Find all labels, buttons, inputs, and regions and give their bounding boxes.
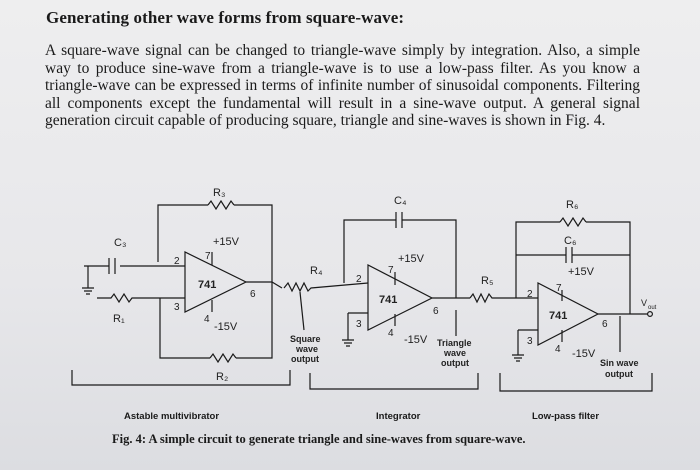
supply-pos-2: +15V (398, 253, 424, 265)
section-heading: Generating other wave forms from square-wave: (46, 8, 405, 27)
pin-4-2: 4 (388, 328, 394, 339)
pin-7-1: 7 (205, 251, 211, 262)
supply-neg-3: -15V (572, 348, 596, 360)
pin-7-2: 7 (388, 265, 394, 276)
pin-2-2: 2 (356, 274, 362, 285)
resistor-r3 (208, 201, 234, 209)
capacitor-c3 (109, 258, 115, 274)
label-r1: R₁ (113, 313, 125, 325)
square-label-3: output (291, 354, 319, 364)
pin-7-3: 7 (556, 283, 562, 294)
pin-6-3: 6 (602, 319, 608, 330)
opamp-label-2: 741 (379, 294, 398, 306)
pin-2-3: 2 (527, 289, 533, 300)
vout-terminal (648, 312, 653, 317)
opamp-3 (538, 283, 598, 345)
sin-label-1: Sin wave (600, 358, 639, 368)
body-paragraph: A square-wave signal can be changed to triangle-wave simply by integration. Also, a simple way to produce sine-wave from a triangle-wave is to use a low-pass filter. As you know a triangle-wave can be expressed in terms of infinite number of sinusoidal components. Filtering all components except the fundamental will result in a sine-wave output. A general signal generation circuit capable of producing square, triangle and sine-waves is shown in Fig. 4. (45, 42, 640, 130)
pin-3-2: 3 (356, 319, 362, 330)
opamp-label-3: 741 (549, 310, 568, 322)
pin-6-2: 6 (433, 306, 439, 317)
triangle-label-1: Triangle (437, 338, 472, 348)
supply-pos-1: +15V (213, 236, 239, 248)
ground-2 (342, 313, 354, 346)
pin-3-1: 3 (174, 302, 180, 313)
capacitor-c6 (566, 247, 572, 263)
supply-pos-3: +15V (568, 266, 594, 278)
triangle-label-3: output (441, 358, 469, 368)
pin-3-3: 3 (527, 336, 533, 347)
label-r5: R₅ (481, 275, 494, 287)
vout-label: V (641, 298, 648, 308)
section-label-integrator: Integrator (376, 411, 421, 422)
resistor-r1 (97, 294, 185, 302)
label-c3: C₃ (114, 237, 127, 249)
section-label-lowpass: Low-pass filter (532, 411, 600, 422)
pin-4-1: 4 (204, 314, 210, 325)
pin-2-1: 2 (174, 256, 180, 267)
ground-left (82, 266, 94, 294)
svg-text:out: out (648, 305, 657, 311)
bracket-integrator (310, 373, 478, 389)
triangle-label-2: wave (444, 348, 467, 358)
opamp-label-1: 741 (198, 279, 217, 291)
square-label-1: Square (290, 334, 321, 344)
label-c4: C₄ (394, 195, 407, 207)
resistor-r2 (210, 354, 236, 362)
label-r4: R₄ (310, 265, 323, 277)
supply-neg-2: -15V (404, 334, 428, 346)
supply-neg-1: -15V (214, 321, 238, 333)
pin-4-3: 4 (555, 344, 561, 355)
pin-6-1: 6 (250, 289, 256, 300)
opamp-2 (368, 265, 432, 330)
label-r2: R₂ (216, 371, 229, 383)
square-label-2: wave (296, 344, 319, 354)
ground-3 (512, 330, 524, 361)
capacitor-c4 (396, 212, 402, 228)
label-r3: R₃ (213, 187, 226, 199)
section-label-astable: Astable multivibrator (124, 411, 220, 422)
figure-caption: Fig. 4: A simple circuit to generate triangle and sine-waves from square-wave. (112, 432, 526, 446)
label-c6: C₆ (564, 235, 577, 247)
resistor-r6 (560, 218, 586, 226)
bracket-astable (72, 370, 290, 385)
label-r6: R₆ (566, 199, 579, 211)
sin-label-2: output (605, 369, 633, 379)
